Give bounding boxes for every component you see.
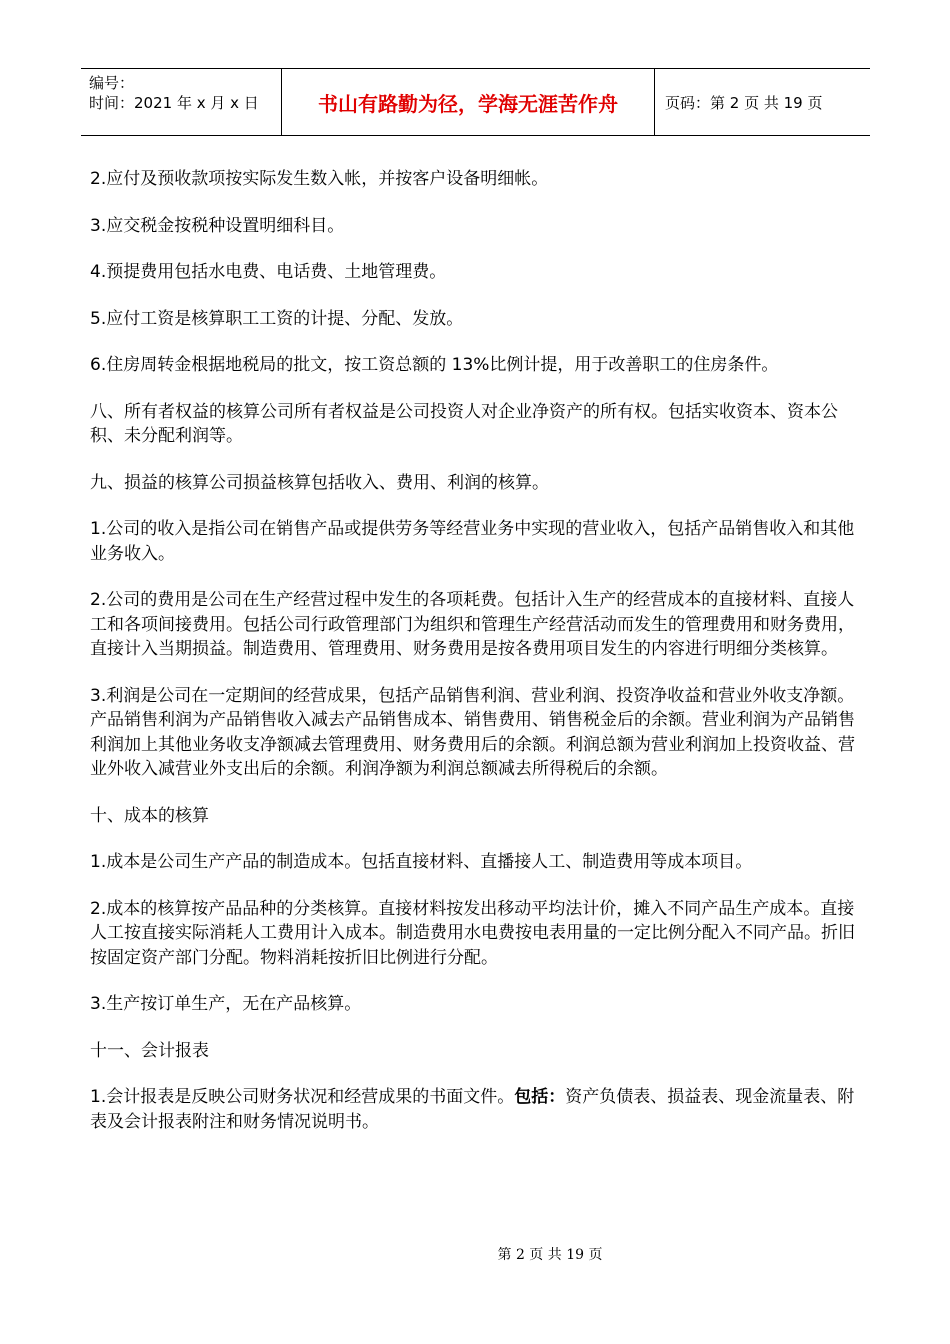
paragraph: 2.成本的核算按产品品种的分类核算。直接材料按发出移动平均法计价，摊入不同产品生产成本。直接人工按直接实际消耗人工费用计入成本。制造费用水电费按电表用量的一定比例分配入不同产品。折旧按固定资产部门分配。物料消耗按折旧比例进行分配。 <box>90 898 855 968</box>
paragraph: 3.应交税金按税种设置明细科目。 <box>90 215 345 236</box>
paragraph: 八、所有者权益的核算公司所有者权益是公司投资人对企业净资产的所有权。包括实收资本、资本公积、未分配利润等。 <box>90 401 838 446</box>
paragraph: 3.利润是公司在一定期间的经营成果，包括产品销售利润、营业利润、投资净收益和营业外收支净额。产品销售利润为产品销售收入减去产品销售成本、销售费用、销售税金后的余额。营业利润为产品销售利润加上其他业务收支净额减去管理费用、财务费用后的余额。利润总额为营业利润加上投资收益、营业外收入减营业外支出后的余额。利润净额为利润总额减去所得税后的余额。 <box>90 685 855 779</box>
header-motto: 书山有路勤为径，学海无涯苦作舟 <box>281 69 655 135</box>
page-header <box>81 68 870 136</box>
paragraph: 1.成本是公司生产产品的制造成本。包括直接材料、直播接人工、制造费用等成本项目。 <box>90 852 753 872</box>
document-body <box>90 167 870 1156</box>
paragraph: 5.应付工资是核算职工工资的计提、分配、发放。 <box>90 308 464 329</box>
section-heading: 十一、会计报表 <box>90 1040 209 1061</box>
number-label: 编号： <box>89 74 135 92</box>
paragraph-final <box>90 1085 870 1134</box>
section-heading: 十、成本的核算 <box>90 805 209 826</box>
paragraph: 4.预提费用包括水电费、电话费、土地管理费。 <box>90 262 447 282</box>
paragraph-text: 资产负债表、损益表、现金流量表、附表及会计报表附注和财务情况说明书。 <box>90 1087 855 1132</box>
paragraph: 6.住房周转金根据地税局的批文，按工资总额的 13%比例计提，用于改善职工的住房条件。 <box>90 355 779 375</box>
page-footer: 第 2 页 共 19 页 <box>497 1247 603 1263</box>
paragraph: 2.公司的费用是公司在生产经营过程中发生的各项耗费。包括计入生产的经营成本的直接材料、直接人工和各项间接费用。包括公司行政管理部门为组织和管理生产经营活动而发生的管理费用和财务费用，直接计入当期损益。制造费用、管理费用、财务费用是按各费用项目发生的内容进行明细分类核算。 <box>90 590 855 659</box>
header-page-info: 页码：第 2 页 共 19 页 <box>665 93 823 112</box>
paragraph-bold-text: 包括： <box>514 1087 566 1107</box>
paragraph: 1.公司的收入是指公司在销售产品或提供劳务等经营业务中实现的营业收入，包括产品销售收入和其他业务收入。 <box>90 519 855 564</box>
paragraph: 九、损益的核算公司损益核算包括收入、费用、利润的核算。 <box>90 472 549 493</box>
time-label: 时间：2021 年 x 月 x 日 <box>89 94 259 112</box>
paragraph: 3.生产按订单生产，无在产品核算。 <box>90 994 362 1014</box>
header-meta <box>81 69 281 135</box>
paragraph-text: 1.会计报表是反映公司财务状况和经营成果的书面文件。 <box>90 1087 515 1107</box>
paragraph: 2.应付及预收款项按实际发生数入帐，并按客户设备明细帐。 <box>90 169 549 189</box>
